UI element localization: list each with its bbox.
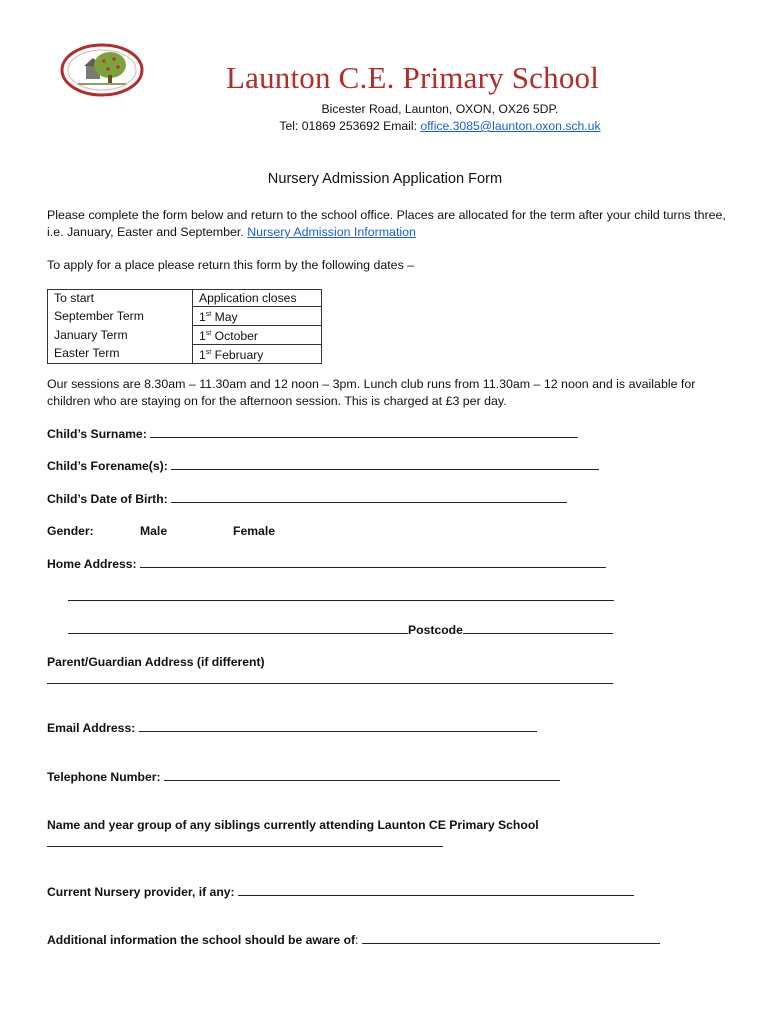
home-address-line-2[interactable] [68,589,614,601]
dob-label: Child’s Date of Birth: [47,492,168,506]
day: 1 [199,310,206,324]
table-cell [193,345,322,364]
gender-female-option[interactable]: Female [233,524,276,538]
siblings-label: Name and year group of any siblings currently attending Launton CE Primary School [47,818,539,832]
email-line[interactable] [139,720,537,732]
parent-address-wrap[interactable] [47,672,613,687]
tel-label: Tel: 01869 253692 Email: [279,119,421,133]
nursery-provider-field[interactable] [47,884,634,899]
siblings-wrap[interactable] [47,835,443,850]
parent-address-label: Parent/Guardian Address (if different) [47,655,265,669]
sessions-paragraph: Our sessions are 8.30am – 11.30am and 12 noon – 3pm. Lunch club runs from 11.30am – 12 noon and is available for children who are staying on for the afternoon session. This is charged at £3 per day. [47,377,696,408]
additional-info-field[interactable] [47,932,660,947]
day: 1 [199,329,206,343]
dates-table [47,289,322,364]
forename-field[interactable] [47,458,599,473]
surname-line[interactable] [150,426,578,438]
email-link[interactable]: office.3085@launton.oxon.sch.uk [420,119,601,133]
gender-male-option[interactable]: Male [140,524,168,538]
postcode-field[interactable] [68,622,613,637]
table-cell [193,307,322,326]
surname-label: Child’s Surname: [47,427,147,441]
home-address-line-2-wrap[interactable] [68,589,614,604]
day: 1 [199,348,206,362]
email-label: Email Address: [47,721,136,735]
nursery-info-link[interactable]: Nursery Admission Information [247,225,416,239]
school-address: Bicester Road, Launton, OXON, OX26 5DP. [321,102,559,116]
school-logo [60,43,144,97]
telephone-line[interactable] [164,769,560,781]
telephone-field[interactable] [47,769,560,784]
email-field[interactable] [47,720,537,735]
table-cell: Easter Term [48,345,193,364]
ordinal: st [205,311,212,318]
postcode-label: Postcode [408,623,463,637]
postcode-line[interactable] [463,622,613,634]
table-cell: January Term [48,326,193,345]
table-row [48,345,322,364]
intro-text: Please complete the form below and return to the school office. Places are allocated for the term after your child turns three, i.e. January, Easter and September. [47,208,726,239]
home-address-label: Home Address: [47,557,137,571]
surname-field[interactable] [47,426,578,441]
dob-field[interactable] [47,491,567,506]
ordinal: st [205,330,212,337]
dob-line[interactable] [171,491,567,503]
school-contact [0,119,770,133]
form-title: Nursery Admission Application Form [267,171,503,187]
gender-label: Gender: [47,524,94,538]
deadline-text: To apply for a place please return this form by the following dates – [47,258,415,272]
table-cell: September Term [48,307,193,326]
ordinal: st [205,349,212,356]
month: May [211,310,238,324]
colon: : [355,933,362,947]
forename-label: Child’s Forename(s): [47,459,168,473]
forename-line[interactable] [171,458,599,470]
home-address-line-1[interactable] [140,556,606,568]
table-row [48,307,322,326]
telephone-label: Telephone Number: [47,770,161,784]
home-address-line-3[interactable] [68,622,408,634]
additional-info-line[interactable] [362,932,660,944]
month: October [211,329,258,343]
parent-address-line[interactable] [47,672,613,684]
month: February [211,348,264,362]
additional-info-label: Additional information the school should be aware of [47,933,356,947]
table-cell [193,326,322,345]
siblings-line[interactable] [47,835,443,847]
table-row [48,290,322,307]
table-row [48,326,322,345]
table-header-cell: To start [48,290,193,307]
nursery-provider-label: Current Nursery provider, if any: [47,885,235,899]
nursery-provider-line[interactable] [238,884,634,896]
school-name: Launton C.E. Primary School [226,60,600,95]
intro-paragraph [47,207,737,241]
table-header-cell: Application closes [193,290,322,307]
home-address-field[interactable] [47,556,606,571]
